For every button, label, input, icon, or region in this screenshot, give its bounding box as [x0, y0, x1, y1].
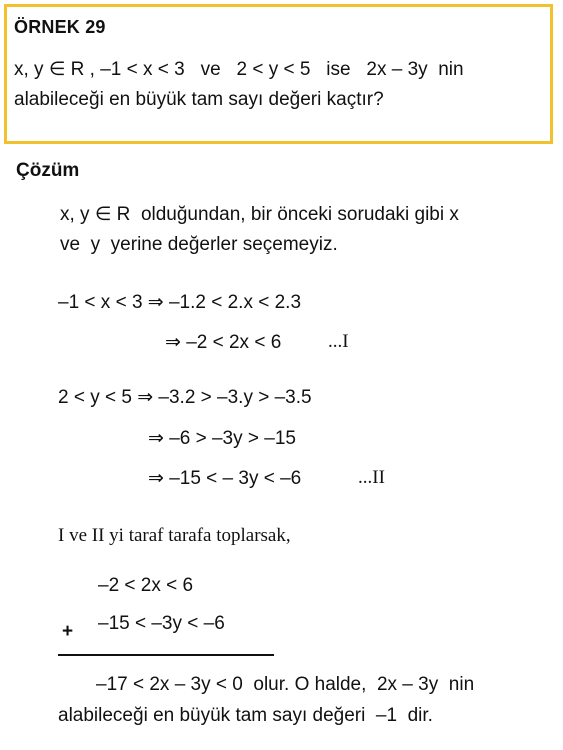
x-inequality-step-2: ⇒ –2 < 2x < 6	[165, 332, 282, 353]
equation-mark-II: ...II	[358, 467, 385, 488]
sum-line-2: –15 < –3y < –6	[98, 613, 225, 634]
add-sides-text: I ve II yi taraf tarafa toplarsak,	[58, 525, 291, 546]
y-inequality-step-3: ⇒ –15 < – 3y < –6	[148, 468, 302, 489]
solution-intro-line-2: ve y yerine değerler seçemeyiz.	[60, 234, 338, 255]
example-title: ÖRNEK 29	[14, 17, 106, 37]
sum-divider	[58, 654, 274, 656]
x-inequality-step-1: –1 < x < 3 ⇒ –1.2 < 2.x < 2.3	[58, 292, 302, 313]
y-inequality-step-1: 2 < y < 5 ⇒ –3.2 > –3.y > –3.5	[58, 387, 312, 408]
sum-plus-sign: +	[62, 621, 74, 642]
y-inequality-step-2: ⇒ –6 > –3y > –15	[148, 428, 296, 449]
sum-line-1: –2 < 2x < 6	[98, 575, 194, 596]
equation-mark-I: ...I	[328, 331, 349, 352]
question-line-2: alabileceği en büyük tam sayı değeri kaçtır?	[14, 89, 384, 110]
question-line-1: x, y ∈ R , –1 < x < 3 ve 2 < y < 5 ise 2x – 3y nin	[14, 59, 464, 80]
solution-intro-line-1: x, y ∈ R olduğundan, bir önceki sorudaki gibi x	[60, 204, 459, 225]
result-line-1: –17 < 2x – 3y < 0 olur. O halde, 2x – 3y nin	[96, 674, 475, 695]
solution-title: Çözüm	[16, 160, 80, 181]
result-line-2: alabileceği en büyük tam sayı değeri –1 dir.	[58, 705, 433, 726]
